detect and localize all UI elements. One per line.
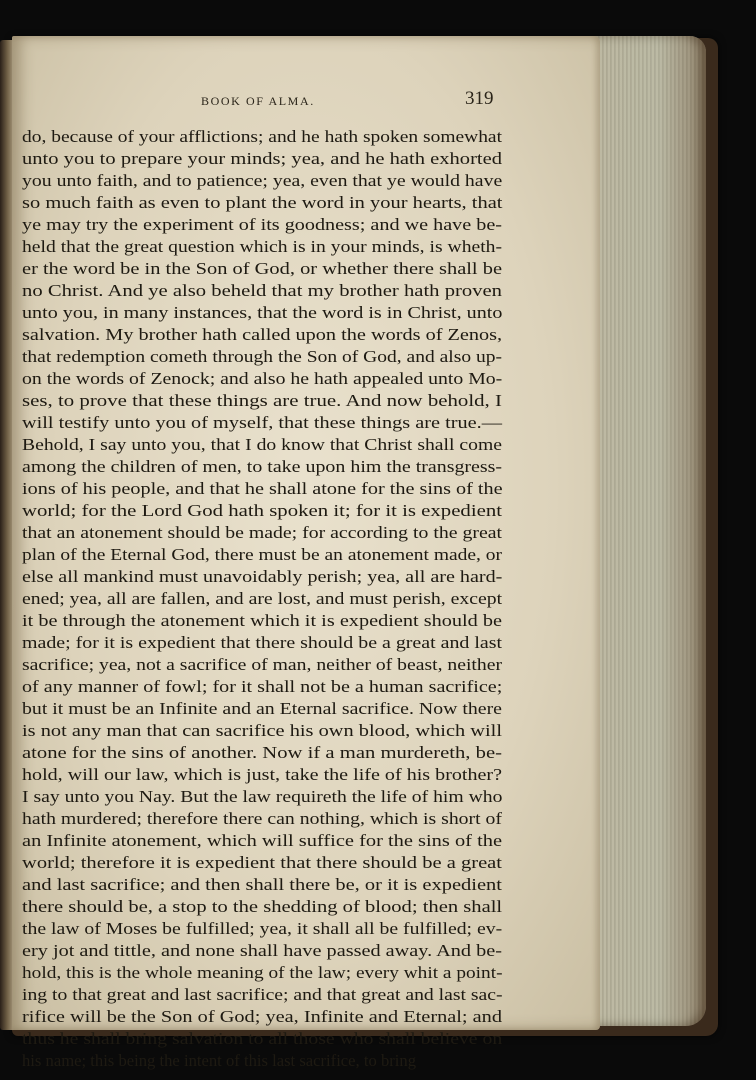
- text-line: that redemption cometh through the Son of God, and also up-: [22, 347, 503, 366]
- text-line: ing to that great and last sacrifice; and that great and last sac-: [22, 985, 503, 1004]
- text-line: Behold, I say unto you, that I do know that Christ shall come: [22, 435, 503, 454]
- text-line: you unto faith, and to patience; yea, even that ye would have: [22, 171, 503, 190]
- body-text: [22, 126, 512, 1072]
- text-line: no Christ. And ye also beheld that my brother hath proven: [22, 281, 502, 300]
- text-line: the law of Moses be fulfilled; yea, it shall all be fulfilled; ev-: [22, 919, 503, 938]
- text-line: plan of the Eternal God, there must be an atonement made, or: [22, 545, 503, 564]
- text-line: will testify unto you of myself, that these things are true.—: [22, 413, 503, 432]
- text-line: of any manner of fowl; for it shall not be a human sacrifice;: [22, 677, 503, 696]
- text-line: rifice will be the Son of God; yea, Infinite and Eternal; and: [22, 1007, 503, 1026]
- text-line: thus he shall bring salvation to all those who shall believe on: [22, 1029, 503, 1048]
- text-line: ye may try the experiment of its goodness; and we have be-: [22, 215, 503, 234]
- text-line: ery jot and tittle, and none shall have passed away. And be-: [22, 941, 503, 960]
- text-line: there should be, a stop to the shedding of blood; then shall: [22, 897, 503, 916]
- text-line: his name; this being the intent of this last sacrifice, to bring: [22, 1051, 416, 1070]
- running-head: BOOK OF ALMA.: [201, 94, 315, 108]
- text-line: unto you to prepare your minds; yea, and he hath exhorted: [22, 149, 502, 168]
- text-line: ses, to prove that these things are true. And now behold, I: [22, 391, 502, 410]
- text-line: world; for the Lord God hath spoken it; for it is expedient: [22, 501, 503, 520]
- text-line: is not any man that can sacrifice his own blood, which will: [22, 721, 502, 740]
- page-edge-shading: [588, 36, 706, 1026]
- text-line: it be through the atonement which it is expedient should be: [22, 611, 503, 630]
- text-line: do, because of your afflictions; and he hath spoken somewhat: [22, 127, 503, 146]
- text-line: salvation. My brother hath called upon the words of Zenos,: [22, 325, 503, 344]
- text-line: world; therefore it is expedient that there should be a great: [22, 853, 502, 872]
- page-header: [0, 88, 600, 112]
- text-line: sacrifice; yea, not a sacrifice of man, neither of beast, neither: [22, 655, 503, 674]
- text-line: hold, this is the whole meaning of the law; every whit a point-: [22, 963, 503, 982]
- text-line: er the word be in the Son of God, or whether there shall be: [22, 259, 503, 278]
- text-line: so much faith as even to plant the word in your hearts, that: [22, 193, 503, 212]
- text-line: among the children of men, to take upon him the transgress-: [22, 457, 503, 476]
- text-line: made; for it is expedient that there should be a great and last: [22, 633, 503, 652]
- text-line: on the words of Zenock; and also he hath appealed unto Mo-: [22, 369, 503, 388]
- text-line: that an atonement should be made; for according to the great: [22, 523, 503, 542]
- text-line: and last sacrifice; and then shall there be, or it is expedient: [22, 875, 502, 894]
- text-line: but it must be an Infinite and an Eternal sacrifice. Now there: [22, 699, 502, 718]
- text-line: ened; yea, all are fallen, and are lost, and must perish, except: [22, 589, 503, 608]
- text-line: I say unto you Nay. But the law requireth the life of him who: [22, 787, 503, 806]
- text-line: ions of his people, and that he shall atone for the sins of the: [22, 479, 503, 498]
- page-number: 319: [465, 88, 494, 109]
- text-line: atone for the sins of another. Now if a man murdereth, be-: [22, 743, 502, 762]
- text-line: held that the great question which is in your minds, is wheth-: [22, 237, 503, 256]
- text-line: unto you, in many instances, that the word is in Christ, unto: [22, 303, 503, 322]
- text-line: else all mankind must unavoidably perish; yea, all are hard-: [22, 567, 503, 586]
- text-line: an Infinite atonement, which will suffice for the sins of the: [22, 831, 503, 850]
- page-stack-edges: [588, 36, 706, 1026]
- text-line: hath murdered; therefore there can nothing, which is short of: [22, 809, 502, 828]
- text-line: hold, will our law, which is just, take the life of his brother?: [22, 765, 503, 784]
